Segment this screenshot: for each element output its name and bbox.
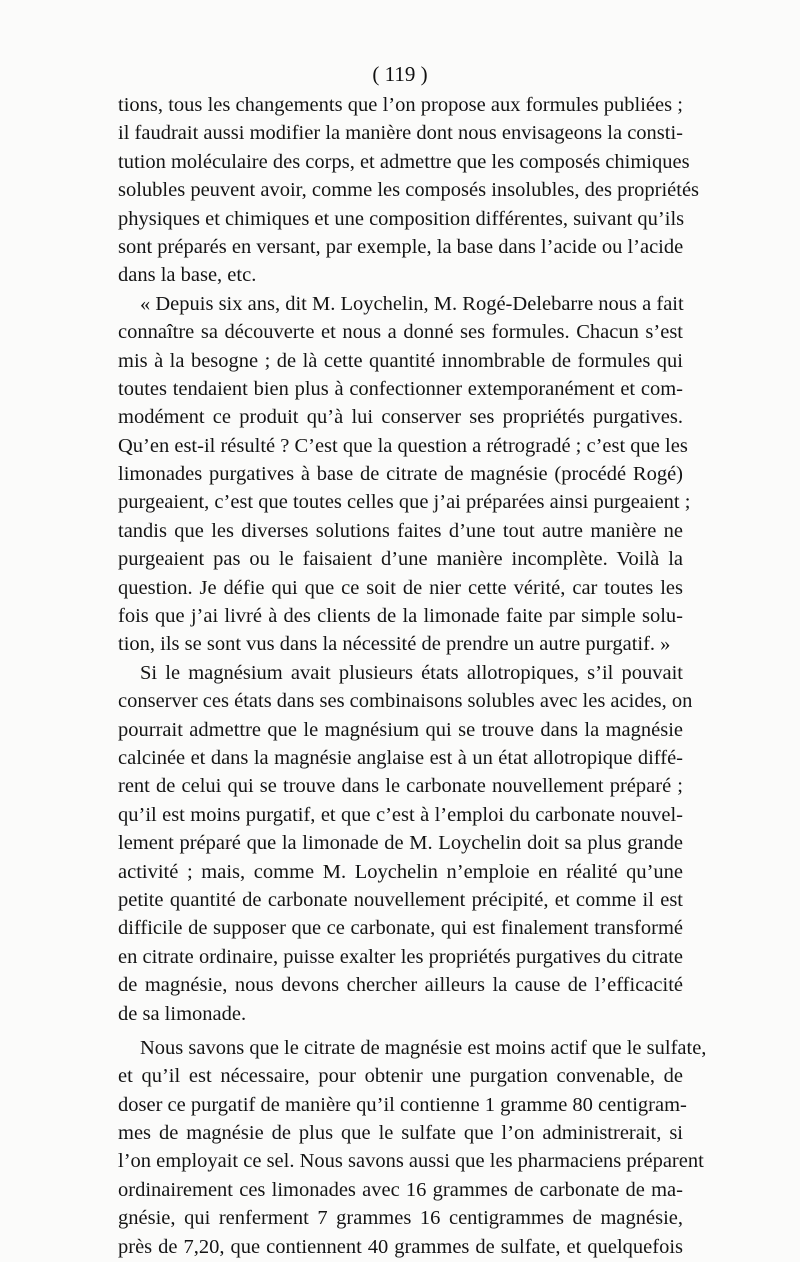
text-line: activité ; mais, comme M. Loychelin n’emploie en réalité qu’une: [118, 860, 683, 883]
text-line: il faudrait aussi modifier la manière dont nous envisageons la consti-: [118, 122, 683, 145]
text-line: calcinée et dans la magnésie anglaise est à un état allotropique diffé-: [118, 746, 683, 769]
body-text: [118, 91, 707, 1261]
text-line: solubles peuvent avoir, comme les composés insolubles, des propriétés: [118, 179, 700, 202]
text-line: mis à la besogne ; de là cette quantité innombrable de formules qui: [118, 349, 683, 372]
text-line: lement préparé que la limonade de M. Loychelin doit sa plus grande: [118, 832, 683, 855]
text-line: modément ce produit qu’à lui conserver ses propriétés purgatives.: [118, 406, 683, 429]
text-line: qu’il est moins purgatif, et que c’est à l’emploi du carbonate nouvel-: [118, 803, 683, 826]
text-line: en citrate ordinaire, puisse exalter les propriétés purgatives du citrate: [118, 945, 683, 968]
text-line: purgeaient pas ou le faisaient d’une manière incomplète. Voilà la: [118, 548, 683, 571]
text-line: ordinairement ces limonades avec 16 grammes de carbonate de ma-: [118, 1178, 683, 1201]
text-line: physiques et chimiques et une composition différentes, suivant qu’ils: [118, 207, 685, 230]
text-line: l’on employait ce sel. Nous savons aussi que les pharmaciens préparent: [118, 1150, 704, 1173]
text-line: et qu’il est nécessaire, pour obtenir une purgation convenable, de: [118, 1065, 683, 1088]
text-line: de magnésie, nous devons chercher ailleurs la cause de l’efficacité: [118, 974, 683, 997]
page-number: ( 119 ): [372, 62, 428, 86]
paragraph: [118, 290, 691, 659]
text-line: tions, tous les changements que l’on propose aux formules publiées ;: [118, 94, 683, 116]
text-line: difficile de supposer que ce carbonate, qui est finalement transformé: [118, 917, 683, 940]
text-line: doser ce purgatif de manière qu’il contienne 1 gramme 80 centigram-: [118, 1093, 687, 1116]
text-line: tion, ils se sont vus dans la nécessité de prendre un autre purgatif. »: [118, 633, 671, 656]
text-line: toutes tendaient bien plus à confectionner extemporanément et com-: [118, 377, 683, 400]
text-line: rent de celui qui se trouve dans le carbonate nouvellement préparé ;: [118, 775, 683, 798]
text-line: sont préparés en versant, par exemple, la base dans l’acide ou l’acide: [118, 235, 684, 258]
text-line: de sa limonade.: [118, 1002, 247, 1025]
text-line: Nous savons que le citrate de magnésie est moins actif que le sulfate,: [140, 1036, 707, 1059]
text-line: petite quantité de carbonate nouvellement précipité, et comme il est: [118, 888, 683, 911]
text-line: fois que j’ai livré à des clients de la limonade faite par simple solu-: [118, 605, 683, 628]
text-line: connaître sa découverte et nous a donné ses formules. Chacun s’est: [118, 321, 683, 344]
text-line: mes de magnésie de plus que le sulfate que l’on administrerait, si: [118, 1122, 683, 1145]
text-line: tution moléculaire des corps, et admettre que les composés chimiques: [118, 150, 690, 173]
paragraph: [118, 659, 693, 1028]
paragraph: [118, 1034, 707, 1261]
paragraph: [118, 91, 700, 290]
text-line: tandis que les diverses solutions faites d’une tout autre manière ne: [118, 519, 683, 542]
text-line: Si le magnésium avait plusieurs états allotropiques, s’il pouvait: [140, 661, 683, 684]
text-line: pourrait admettre que le magnésium qui se trouve dans la magnésie: [118, 718, 683, 741]
text-line: « Depuis six ans, dit M. Loychelin, M. Rogé-Delebarre nous a fait: [140, 292, 684, 315]
text-line: près de 7,20, que contiennent 40 grammes de sulfate, et quelquefois: [118, 1235, 683, 1258]
text-line: question. Je défie qui que ce soit de nier cette vérité, car toutes les: [118, 576, 683, 599]
text-line: purgeaient, c’est que toutes celles que j’ai préparées ainsi purgeaient ;: [118, 491, 691, 514]
text-line: Qu’en est-il résulté ? C’est que la question a rétrogradé ; c’est que les: [118, 434, 688, 457]
text-line: conserver ces états dans ses combinaisons solubles avec les acides, on: [118, 690, 693, 713]
text-line: gnésie, qui renferment 7 grammes 16 centigrammes de magnésie,: [118, 1207, 683, 1230]
text-line: dans la base, etc.: [118, 264, 257, 287]
text-line: limonades purgatives à base de citrate de magnésie (procédé Rogé): [118, 463, 683, 486]
